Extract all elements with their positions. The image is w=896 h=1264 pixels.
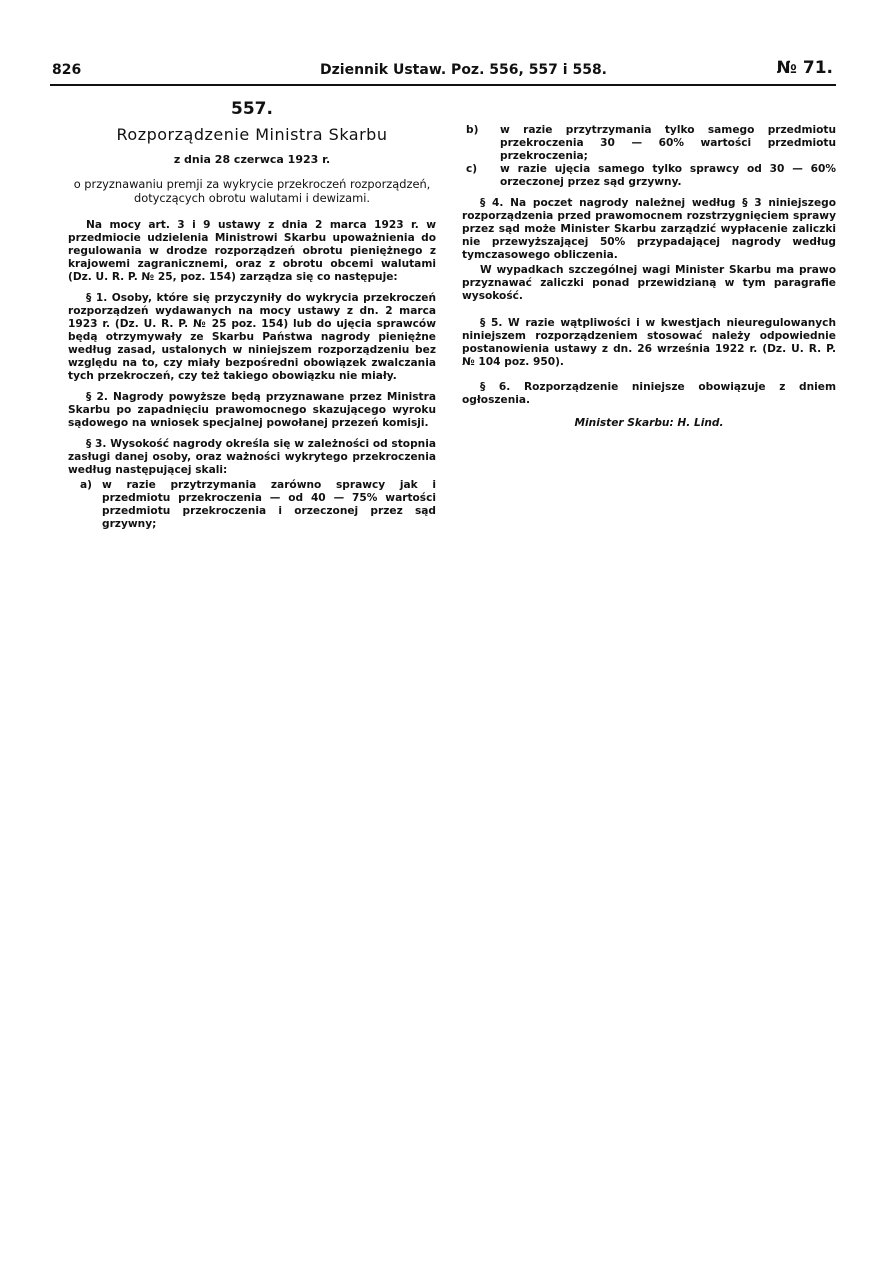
issue-number: № 71. xyxy=(776,58,833,78)
section-2: § 2. Nagrody powyższe będą przyznawane przez Ministra Skarbu po zapadnięciu prawomocnego skazującego wyroku sądowego na wniosek specjalnej powołanej przezeń komisji. xyxy=(68,391,436,429)
item-label: c) xyxy=(466,163,478,175)
section-3: § 3. Wysokość nagrody określa się w zależności od stopnia zasługi danej osoby, oraz ważności wykrytego przekroczenia według następującej skali: xyxy=(68,438,436,476)
section-6: § 6. Rozporządzenie niniejsze obowiązuje z dniem ogłoszenia. xyxy=(462,381,836,406)
document-number: 557. xyxy=(231,99,273,119)
section-1: § 1. Osoby, które się przyczyniły do wykrycia przekroczeń rozporządzeń wydawanych na mocy ustawy z dn. 2 marca 1923 r. (Dz. U. R. P. № 25 poz. 154) lub do ujęcia sprawców będą otrzymywały ze Skarbu Państwa nagrody pieniężne według zasad, ustalonych w niniejszem rozporządzeniu bez względu na to, czy miały bezpośredni obowiązek zwalczania tych przekroczeń, czy też takiego obowiązku nie miały. xyxy=(68,292,436,382)
journal-reference: Dziennik Ustaw. Poz. 556, 557 i 558. xyxy=(320,62,607,78)
item-text: w razie przytrzymania tylko samego przedmiotu przekroczenia 30 — 60% wartości przedmiotu przekroczenia; xyxy=(500,124,836,162)
document-date: z dnia 28 czerwca 1923 r. xyxy=(173,153,331,166)
left-column xyxy=(68,99,436,531)
section-3-item-c xyxy=(462,163,836,189)
document-title: Rozporządzenie Ministra Skarbu xyxy=(116,125,388,144)
item-label: b) xyxy=(466,124,479,136)
right-column xyxy=(462,124,836,430)
section-3-item-a xyxy=(68,479,436,531)
item-label: a) xyxy=(80,479,92,491)
item-text: w razie przytrzymania zarówno sprawcy jak i przedmiotu przekroczenia — od 40 — 75% wartości przedmiotu przekroczenia i orzeczonej przez sąd grzywny; xyxy=(102,479,436,530)
page-header xyxy=(52,58,835,82)
section-4: § 4. Na poczet nagrody należnej według § 3 niniejszego rozporządzenia przed prawomocnem rozstrzygnięciem sprawy przez sąd może Minister Skarbu zarządzić wypłacenie zaliczki nie przewyższającej 50% przypadającej nagrody według tymczasowego obliczenia. xyxy=(462,197,836,261)
document-subject: o przyznawaniu premji za wykrycie przekroczeń rozporządzeń, dotyczących obrotu walutami i dewizami. xyxy=(73,177,431,205)
section-3-item-b xyxy=(462,124,836,163)
item-text: w razie ujęcia samego tylko sprawcy od 30 — 60% orzeczonej przez sąd grzywny. xyxy=(500,163,836,188)
header-rule xyxy=(50,84,836,86)
signature: Minister Skarbu: H. Lind. xyxy=(574,417,724,429)
section-5: § 5. W razie wątpliwości i w kwestjach nieuregulowanych niniejszem rozporządzeniem stosować należy odpowiednie postanowienia ustawy z dn. 26 września 1922 r. (Dz. U. R. P. № 104 poz. 950). xyxy=(462,317,836,368)
section-4-paragraph-2: W wypadkach szczególnej wagi Minister Skarbu ma prawo przyznawać zaliczki ponad przewidzianą w tym paragrafie wysokość. xyxy=(462,264,836,302)
page-number: 826 xyxy=(52,62,82,78)
preamble: Na mocy art. 3 i 9 ustawy z dnia 2 marca 1923 r. w przedmiocie udzielenia Ministrowi Skarbu upoważnienia do regulowania w drodze rozporządzeń obrotu pieniężnego z krajowemi zagranicznemi, oraz z obrotu obcemi walutami (Dz. U. R. P. № 25, poz. 154) zarządza się co następuje: xyxy=(68,219,436,283)
